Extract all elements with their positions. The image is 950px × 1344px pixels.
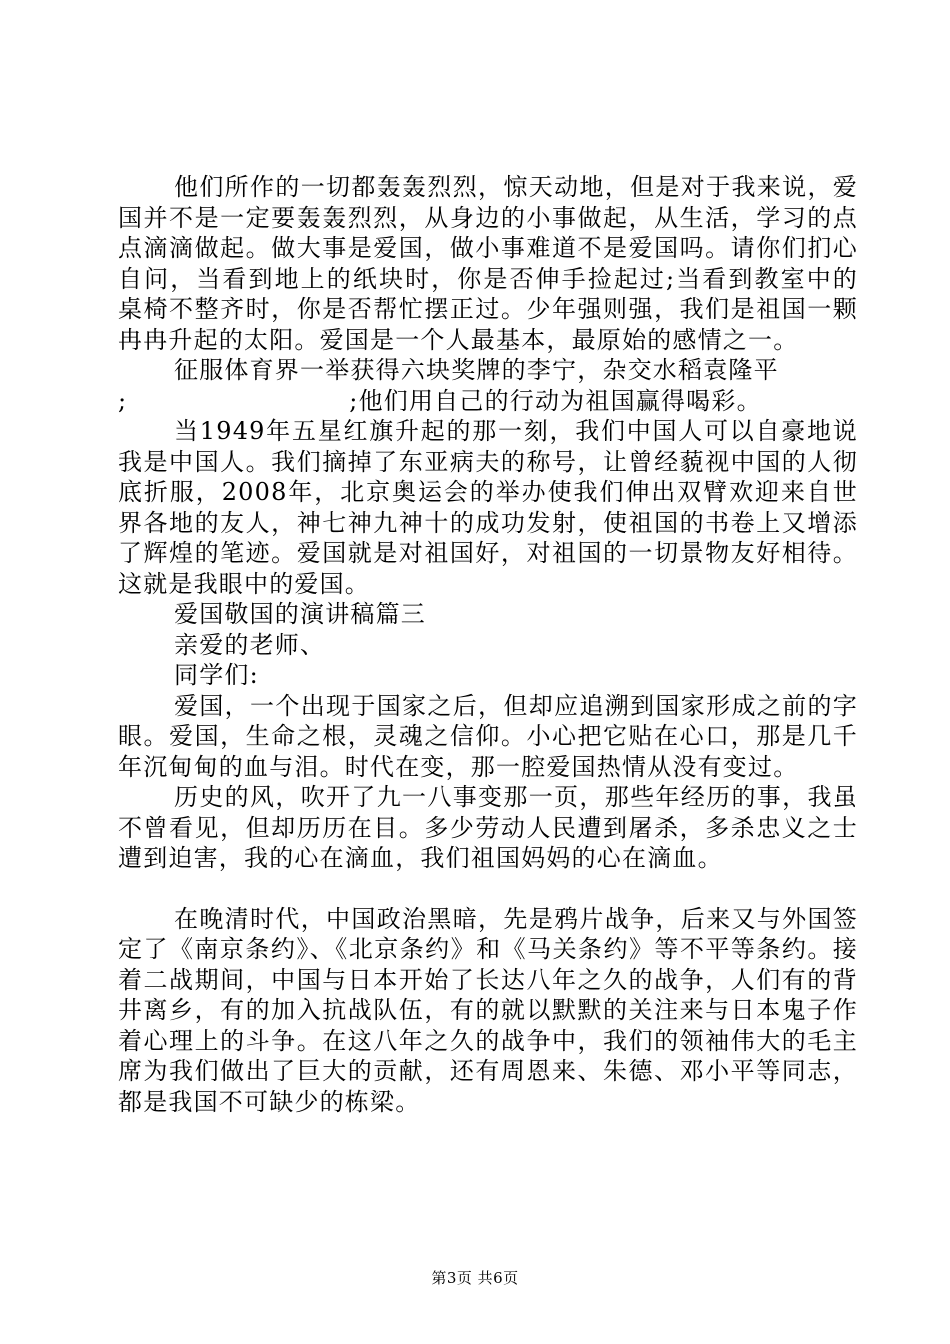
document-body (118, 172, 858, 1117)
salutation-teachers: 亲爱的老师、 (174, 630, 326, 659)
paragraph-3: 当1949年五星红旗升起的那一刻，我们中国人可以自豪地说我是中国人。我们摘掉了东亚病夫的称号，让曾经藐视中国的人彻底折服，2008年，北京奥运会的举办使我们伸出双臂欢迎来自世界各地的友人，神七神九神十的成功发射，使祖国的书卷上又增添了辉煌的笔迹。爱国就是对祖国好，对祖国的一切景物友好相待。这就是我眼中的爱国。 (118, 417, 858, 598)
section-heading: 爱国敬国的演讲稿篇三 (174, 600, 426, 628)
paragraph-5: 历史的风，吹开了九一八事变那一页，那些年经历的事，我虽不曾看见，但却历历在目。多少劳动人民遭到屠杀，多杀忠义之士遭到迫害，我的心在滴血，我们祖国妈妈的心在滴血。 (118, 783, 858, 872)
semicolon-tail: ;他们用自己的行动为祖国赢得喝彩。 (349, 386, 762, 415)
paragraph-1: 他们所作的一切都轰轰烈烈，惊天动地，但是对于我来说，爱国并不是一定要轰轰烈烈，从身边的小事做起，从生活，学习的点点滴滴做起。做大事是爱国，做小事难道不是爱国吗。请你们扪心自问，当看到地上的纸块时，你是否伸手捡起过;当看到教室中的桌椅不整齐时，你是否帮忙摆正过。少年强则强，我们是祖国一颗冉冉升起的太阳。爱国是一个人最基本，最原始的感情之一。 (118, 173, 858, 354)
paragraph-4: 爱国，一个出现于国家之后，但却应追溯到国家形成之前的字眼。爱国，生命之根，灵魂之信仰。小心把它贴在心口，那是几千年沉甸甸的血与泪。时代在变，那一腔爱国热情从没有变过。 (118, 691, 858, 781)
semicolon-lead: ; (118, 386, 128, 415)
paragraph-2: 征服体育界一举获得六块奖牌的李宁，杂交水稻袁隆平 (174, 356, 779, 384)
paragraph-6: 在晚清时代，中国政治黑暗，先是鸦片战争，后来又与外国签定了《南京条约》、《北京条约》和《马关条约》等不平等条约。接着二战期间，中国与日本开始了长达八年之久的战争，人们有的背井离乡，有的加入抗战队伍，有的就以默默的关注来与日本鬼子作着心理上的斗争。在这八年之久的战争中，我们的领袖伟大的毛主席为我们做出了巨大的贡献，还有周恩来、朱德、邓小平等同志，都是我国不可缺少的栋梁。 (118, 904, 858, 1116)
page-footer: 第3页 共6页 (431, 1269, 519, 1287)
semicolon-line (118, 386, 858, 417)
salutation-students: 同学们: (174, 661, 259, 689)
